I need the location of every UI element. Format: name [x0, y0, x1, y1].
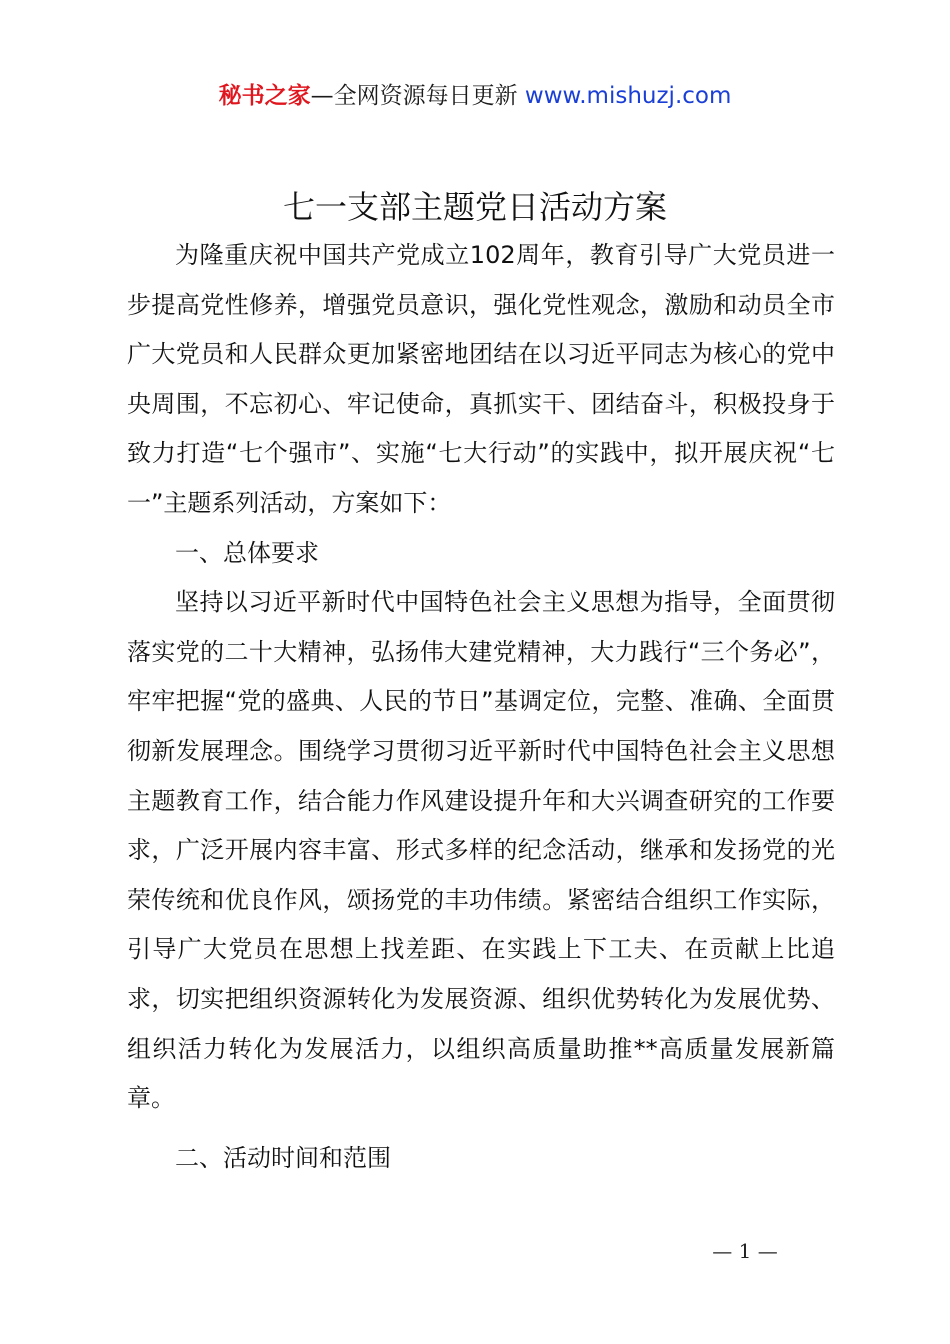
- site-url-link[interactable]: www.mishuzj.com: [524, 83, 732, 109]
- general-requirements-paragraph: 坚持以习近平新时代中国特色社会主义思想为指导，全面贯彻落实党的二十大精神，弘扬伟大建党精神，大力践行“三个务必”，牢牢把握“党的盛典、人民的节日”基调定位，完整、准确、全面贯彻新发展理念。围绕学习贯彻习近平新时代中国特色社会主义思想主题教育工作，结合能力作风建设提升年和大兴调查研究的工作要求，广泛开展内容丰富、形式多样的纪念活动，继承和发扬党的光荣传统和优良作风，颂扬党的丰功伟绩。紧密结合组织工作实际，引导广大党员在思想上找差距、在实践上下工夫、在贡献上比追求，切实把组织资源转化为发展资源、组织优势转化为发展优势、组织活力转化为发展活力，以组织高质量助推**高质量发展新篇章。: [127, 588, 835, 1113]
- brand-name: 秘书之家: [218, 83, 311, 109]
- document-title: 七一支部主题党日活动方案: [282, 188, 667, 226]
- site-header: [0, 78, 950, 114]
- section-heading-general-requirements: 一、总体要求: [175, 538, 319, 567]
- section-heading-time-and-scope: 二、活动时间和范围: [175, 1143, 391, 1172]
- document-body: [127, 231, 835, 1183]
- page-number: — 1 —: [712, 1239, 778, 1263]
- intro-paragraph: 为隆重庆祝中国共产党成立102周年，教育引导广大党员进一步提高党性修养，增强党员意识，强化党性观念，激励和动员全市广大党员和人民群众更加紧密地团结在以习近平同志为核心的党中央周围，不忘初心、牢记使命，真抓实干、团结奋斗，积极投身于致力打造“七个强市”、实施“七大行动”的实践中，拟开展庆祝“七一”主题系列活动，方案如下：: [127, 241, 835, 517]
- brand-tagline: —全网资源每日更新: [310, 83, 518, 109]
